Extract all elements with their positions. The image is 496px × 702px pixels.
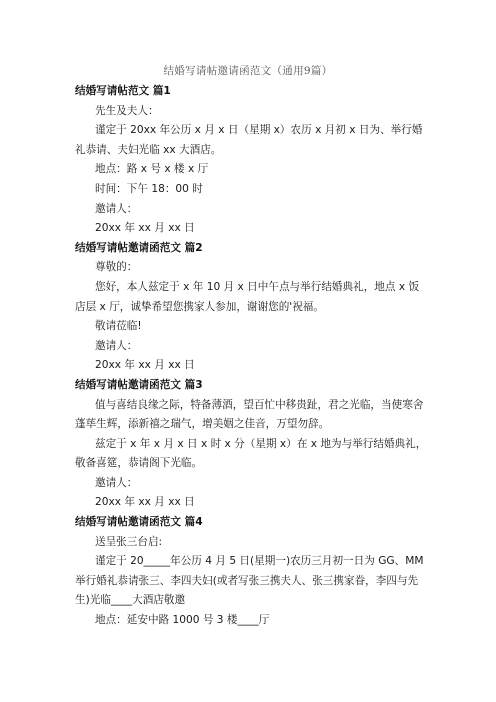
paragraph: 地点：延安中路 1000 号 3 楼____厅 — [95, 614, 270, 627]
document-title: 结婚写请帖邀请函范文（通用9篇） — [163, 65, 333, 77]
section-heading: 结婚写请帖邀请函范文 篇3 — [75, 378, 203, 391]
paragraph: 20xx 年 xx 月 xx 日 — [95, 359, 195, 372]
paragraph: 先生及夫人： — [95, 104, 159, 117]
paragraph: 邀请人： — [95, 202, 138, 215]
paragraph: 您好，本人兹定于 x 年 10 月 x 日中午点与举行结婚典礼，地点 x 饭店层 x 厅，诚挚希望您携家人参加，谢谢您的'祝福。 — [75, 280, 420, 313]
paragraph: 尊敬的： — [95, 261, 138, 274]
paragraph: 谨定于 20_____年公历 4 月 5 日(星期一)农历三月初一日为 GG、MM 举行婚礼恭请张三、李四夫妇(或者写张三携夫人、张三携家眷，李四与先生)光临____大酒店敬邀 — [75, 555, 424, 607]
paragraph: 20xx 年 xx 月 xx 日 — [95, 496, 195, 509]
section-heading: 结婚写请帖邀请函范文 篇2 — [75, 241, 203, 254]
section-heading: 结婚写请帖范文 篇1 — [75, 85, 171, 97]
paragraph: 地点：路 x 号 x 楼 x 厅 — [95, 163, 209, 176]
paragraph: 谨定于 20xx 年公历 x 月 x 日（星期 x）农历 x 月初 x 日为、举行婚礼恭请、夫妇光临 xx 大酒店。 — [75, 124, 423, 156]
paragraph: 20xx 年 xx 月 xx 日 — [95, 222, 195, 235]
section-heading: 结婚写请帖邀请函范文 篇4 — [75, 516, 203, 529]
paragraph: 送呈张三台启: — [95, 535, 163, 548]
paragraph: 值与喜结良缘之际，特备薄酒，望百忙中移贵趾，君之光临，当使寒舍蓬荜生辉，添新禧之瑞气，增美姻之佳音，万望勿辞。 — [75, 398, 424, 431]
paragraph: 邀请人： — [95, 476, 138, 489]
paragraph: 时间：下午 18：00 时 — [95, 182, 203, 195]
document-body — [75, 82, 429, 631]
paragraph: 兹定于 x 年 x 月 x 日 x 时 x 分（星期 x）在 x 地为与举行结婚典礼，敬备喜筵，恭请阁下光临。 — [75, 437, 427, 470]
paragraph: 敬请莅临! — [95, 320, 142, 333]
paragraph: 邀请人： — [95, 339, 138, 352]
